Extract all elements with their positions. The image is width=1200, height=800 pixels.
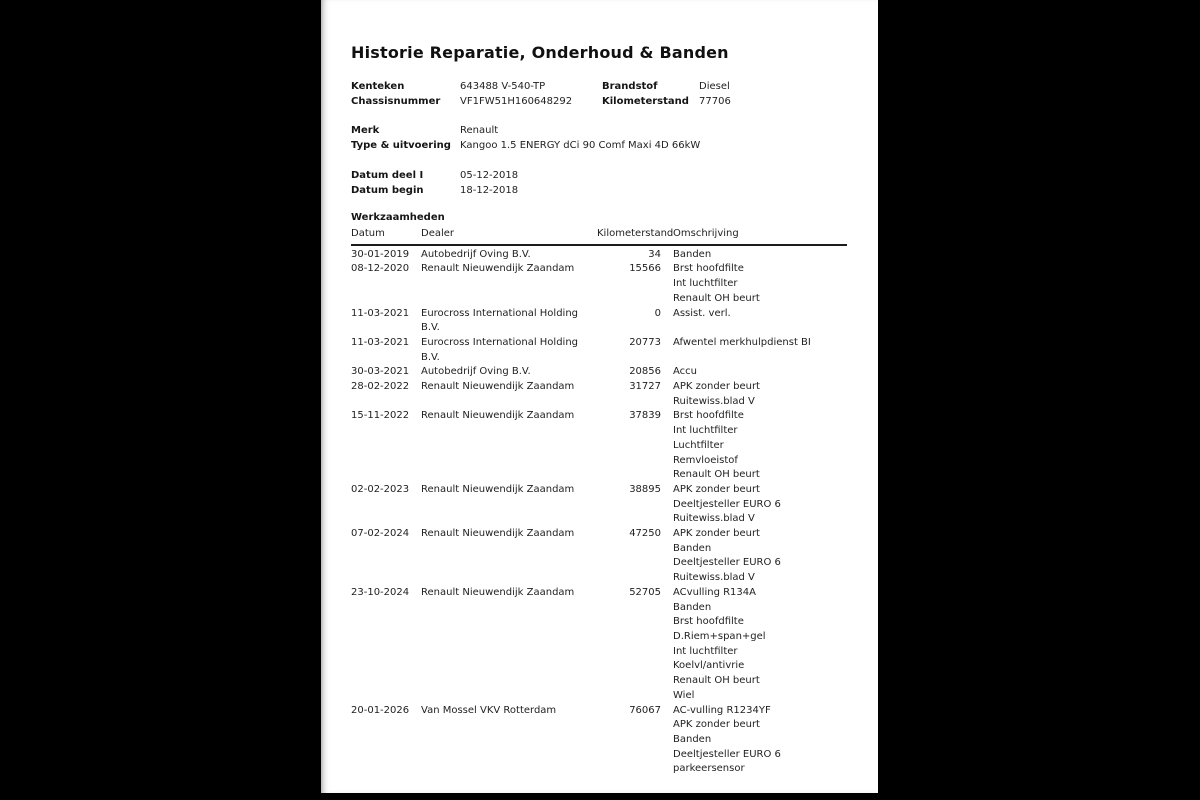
kilometerstand-label: Kilometerstand [602, 96, 689, 107]
cell-datum: 30-03-2021 [351, 366, 410, 378]
cell-kilometerstand: 52705 [629, 586, 661, 598]
omschrijving-line: Banden [673, 733, 712, 745]
cell-omschrijving [661, 245, 847, 263]
kenteken-label: Kenteken [351, 81, 405, 92]
col-header-omschrijving: Omschrijving [661, 227, 847, 245]
work-table [351, 227, 847, 777]
omschrijving-line: Ruitewiss.blad V [673, 572, 755, 584]
omschrijving-line: Int luchtfilter [673, 425, 738, 437]
cell-kilometerstand: 15566 [629, 263, 661, 275]
omschrijving-line: ACvulling R134A [673, 586, 756, 598]
cell-kilometerstand: 31727 [629, 381, 661, 393]
merk-value: Renault [460, 125, 499, 136]
table-row [351, 704, 847, 778]
cell-datum: 02-02-2023 [351, 483, 410, 495]
omschrijving-line: Deeltjesteller EURO 6 [673, 748, 781, 760]
omschrijving-line: Remvloeistof [673, 454, 738, 466]
cell-omschrijving [661, 365, 847, 380]
cell-dealer: Renault Nieuwendijk Zaandam [421, 263, 575, 275]
cell-kilometerstand: 47250 [629, 528, 661, 540]
omschrijving-line: Renault OH beurt [673, 675, 760, 687]
table-row [351, 262, 847, 306]
omschrijving-line: Int luchtfilter [673, 645, 738, 657]
cell-dealer: Van Mossel VKV Rotterdam [421, 704, 557, 716]
cell-omschrijving [661, 380, 847, 409]
omschrijving-line: Banden [673, 601, 712, 613]
omschrijving-line: APK zonder beurt [673, 719, 760, 731]
work-table-header-row [351, 227, 847, 245]
cell-datum: 11-03-2021 [351, 307, 410, 319]
cell-dealer: Renault Nieuwendijk Zaandam [421, 528, 575, 540]
kenteken-value: 643488 V-540-TP [460, 81, 546, 92]
kilometerstand-value: 77706 [699, 96, 731, 107]
cell-datum: 07-02-2024 [351, 528, 410, 540]
cell-omschrijving [661, 336, 847, 365]
omschrijving-line: D.Riem+span+gel [673, 630, 766, 642]
type-uitvoering-value: Kangoo 1.5 ENERGY dCi 90 Comf Maxi 4D 66kW [460, 140, 701, 151]
cell-kilometerstand: 38895 [629, 483, 661, 495]
omschrijving-line: Ruitewiss.blad V [673, 395, 755, 407]
cell-kilometerstand: 0 [654, 307, 661, 319]
omschrijving-line: Banden [673, 542, 712, 554]
omschrijving-line: Assist. verl. [673, 307, 731, 319]
cell-dealer: Renault Nieuwendijk Zaandam [421, 483, 575, 495]
cell-omschrijving [661, 704, 847, 778]
dates-info-grid [351, 168, 848, 198]
omschrijving-line: APK zonder beurt [673, 528, 760, 540]
cell-dealer: Autobedrijf Oving B.V. [421, 248, 531, 260]
table-row [351, 245, 847, 263]
cell-omschrijving [661, 527, 847, 586]
omschrijving-line: APK zonder beurt [673, 381, 760, 393]
brandstof-label: Brandstof [602, 81, 658, 92]
cell-omschrijving [661, 262, 847, 306]
omschrijving-line: parkeersensor [673, 763, 745, 775]
omschrijving-line: Wiel [673, 689, 695, 701]
omschrijving-line: Accu [673, 366, 697, 378]
datum-begin-value: 18-12-2018 [460, 185, 519, 196]
cell-kilometerstand: 76067 [629, 704, 661, 716]
cell-omschrijving [661, 586, 847, 704]
table-row [351, 586, 847, 704]
merk-label: Merk [351, 125, 380, 136]
table-row [351, 409, 847, 483]
brandstof-value: Diesel [699, 81, 730, 92]
cell-dealer: Eurocross International Holding B.V. [421, 307, 579, 334]
cell-datum: 23-10-2024 [351, 586, 410, 598]
omschrijving-line: Renault OH beurt [673, 292, 760, 304]
datum-begin-label: Datum begin [351, 185, 424, 196]
cell-datum: 08-12-2020 [351, 263, 410, 275]
table-row [351, 483, 847, 527]
cell-dealer: Autobedrijf Oving B.V. [421, 366, 531, 378]
omschrijving-line: Deeltjesteller EURO 6 [673, 557, 781, 569]
table-row [351, 336, 847, 365]
type-uitvoering-label: Type & uitvoering [351, 140, 451, 151]
cell-kilometerstand: 20773 [629, 336, 661, 348]
omschrijving-line: AC-vulling R1234YF [673, 704, 771, 716]
omschrijving-line: Ruitewiss.blad V [673, 513, 755, 525]
omschrijving-line: Brst hoofdfilte [673, 616, 744, 628]
chassisnummer-label: Chassisnummer [351, 96, 441, 107]
page-title: Historie Reparatie, Onderhoud & Banden [351, 43, 729, 62]
chassisnummer-value: VF1FW51H160648292 [460, 96, 573, 107]
col-header-kilometerstand: Kilometerstand [597, 227, 661, 245]
col-header-dealer: Dealer [421, 227, 597, 245]
cell-kilometerstand: 20856 [629, 366, 661, 378]
cell-omschrijving [661, 409, 847, 483]
omschrijving-line: Koelvl/antivrie [673, 660, 745, 672]
table-row [351, 365, 847, 380]
cell-dealer: Renault Nieuwendijk Zaandam [421, 381, 575, 393]
omschrijving-line: Brst hoofdfilte [673, 263, 744, 275]
document-page [321, 0, 878, 793]
table-row [351, 527, 847, 586]
omschrijving-line: Int luchtfilter [673, 278, 738, 290]
registration-info-grid [351, 79, 848, 109]
cell-dealer: Eurocross International Holding B.V. [421, 336, 579, 363]
table-row [351, 380, 847, 409]
vehicle-info-grid [351, 123, 848, 153]
cell-omschrijving [661, 307, 847, 336]
cell-kilometerstand: 37839 [629, 410, 661, 422]
cell-dealer: Renault Nieuwendijk Zaandam [421, 586, 575, 598]
cell-datum: 30-01-2019 [351, 248, 410, 260]
omschrijving-line: APK zonder beurt [673, 483, 760, 495]
omschrijving-line: Afwentel merkhulpdienst BI [673, 336, 811, 348]
datum-deel-1-label: Datum deel I [351, 170, 424, 181]
datum-deel-1-value: 05-12-2018 [460, 170, 519, 181]
cell-kilometerstand: 34 [648, 248, 661, 260]
cell-datum: 15-11-2022 [351, 410, 410, 422]
cell-omschrijving [661, 483, 847, 527]
werkzaamheden-section-title: Werkzaamheden [351, 212, 445, 223]
cell-datum: 20-01-2026 [351, 704, 410, 716]
cell-dealer: Renault Nieuwendijk Zaandam [421, 410, 575, 422]
omschrijving-line: Brst hoofdfilte [673, 410, 744, 422]
omschrijving-line: Deeltjesteller EURO 6 [673, 498, 781, 510]
cell-datum: 28-02-2022 [351, 381, 410, 393]
col-header-datum: Datum [351, 227, 421, 245]
omschrijving-line: Banden [673, 248, 712, 260]
omschrijving-line: Renault OH beurt [673, 469, 760, 481]
cell-datum: 11-03-2021 [351, 336, 410, 348]
table-row [351, 307, 847, 336]
work-table-body [351, 245, 847, 777]
omschrijving-line: Luchtfilter [673, 439, 724, 451]
